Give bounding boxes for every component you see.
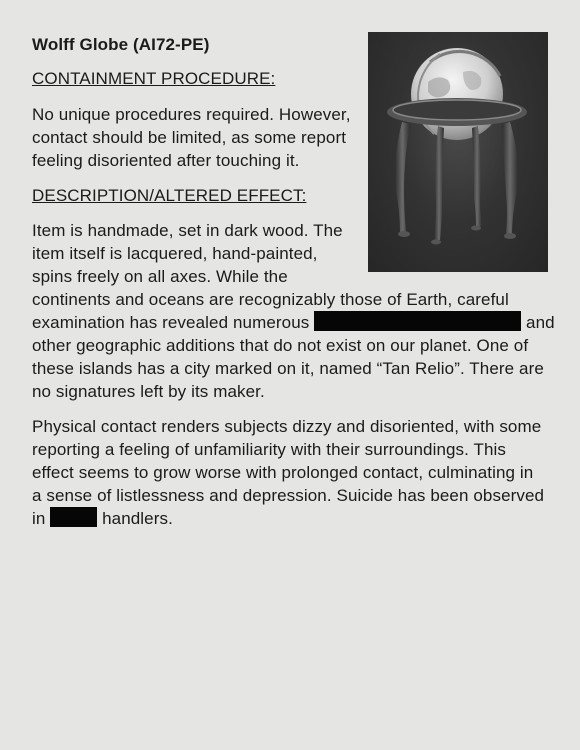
document-title: Wolff Globe (AI72-PE): [32, 35, 210, 54]
effect-line: effect seems to grow worse with prolonged contact, culminating in: [32, 463, 534, 482]
effect-paragraph: [32, 415, 544, 530]
description-line: continents and oceans are recognizably those of Earth, careful: [32, 290, 509, 309]
effect-line: reporting a feeling of unfamiliarity with their surroundings. This: [32, 440, 507, 459]
description-heading: DESCRIPTION/ALTERED EFFECT:: [32, 186, 307, 205]
containment-heading: CONTAINMENT PROCEDURE:: [32, 69, 276, 88]
containment-line: No unique procedures required. However,: [32, 105, 351, 124]
description-line: other geographic additions that do not exist on our planet. One of: [32, 336, 529, 355]
effect-line: Physical contact renders subjects dizzy and disoriented, with some: [32, 417, 542, 436]
description-text: examination has revealed numerous: [32, 313, 315, 332]
containment-line: contact should be limited, as some report: [32, 128, 347, 147]
redaction-bar: [314, 311, 521, 331]
description-line: these islands has a city marked on it, named “Tan Relio”. There are: [32, 359, 544, 378]
effect-line: [32, 507, 544, 530]
containment-line: feeling disoriented after touching it.: [32, 151, 300, 170]
effect-text: handlers.: [97, 509, 173, 528]
containment-paragraph: [32, 103, 351, 172]
redaction-bar: [50, 507, 97, 527]
description-line: no signatures left by its maker.: [32, 382, 265, 401]
description-line: [32, 311, 555, 334]
effect-line: a sense of listlessness and depression. Suicide has been observed: [32, 486, 545, 505]
description-text: and: [521, 313, 555, 332]
description-line: spins freely on all axes. While the: [32, 267, 288, 286]
description-line: Item is handmade, set in dark wood. The: [32, 221, 343, 240]
effect-text: in: [32, 509, 51, 528]
description-paragraph: [32, 219, 555, 403]
description-line: item itself is lacquered, hand-painted,: [32, 244, 318, 263]
